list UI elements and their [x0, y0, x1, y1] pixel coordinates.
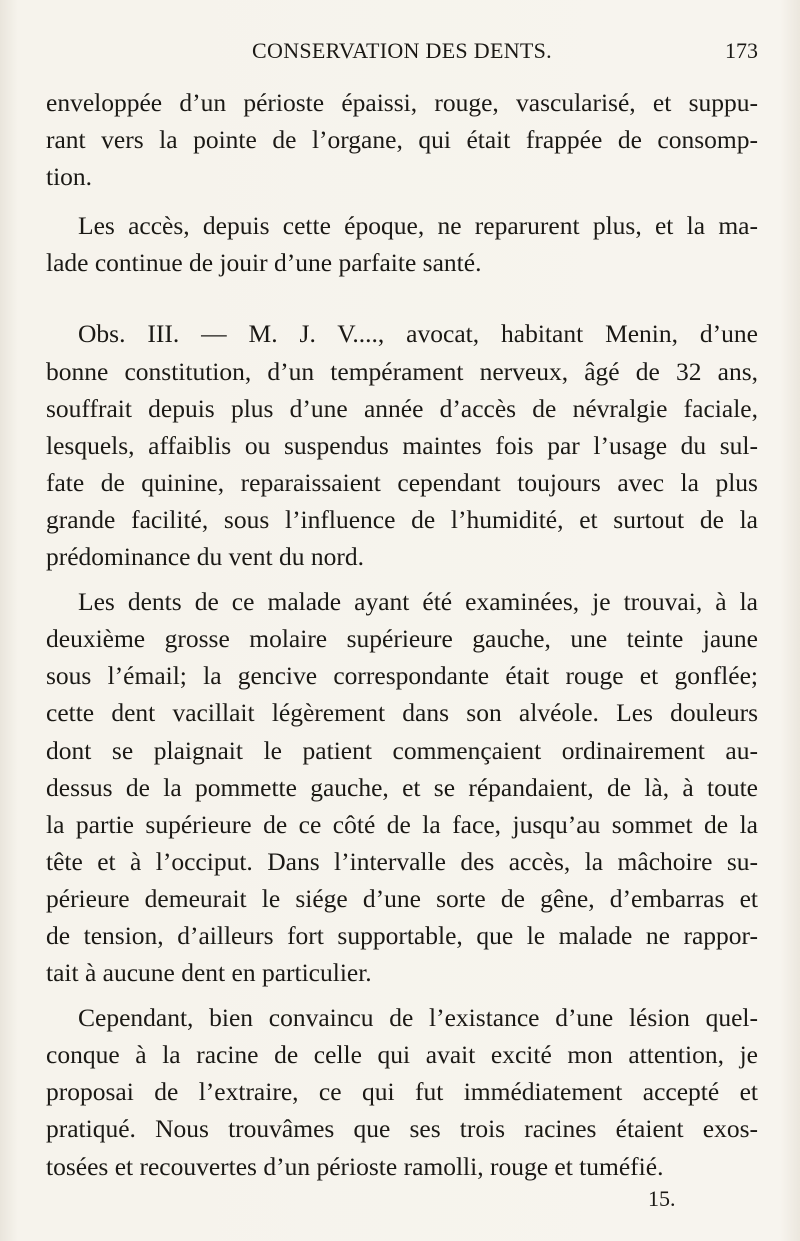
paragraph: [46, 999, 758, 1184]
page-header: [46, 38, 758, 78]
text-line: dessus de la pommette gauche, et se répandaient, de là, à toute: [46, 772, 758, 802]
text-line: grande facilité, sous l’influence de l’humidité, et surtout de la: [46, 504, 758, 534]
text-line: lade continue de jouir d’une parfaite santé.: [46, 248, 482, 278]
text-line: rant vers la pointe de l’organe, qui était frappée de consomp-: [46, 125, 758, 155]
text-line: Cependant, bien convaincu de l’existance d’une lésion quel-: [78, 1003, 758, 1033]
text-line: de tension, d’ailleurs fort supportable, que le malade ne rappor-: [46, 920, 758, 950]
text-line: bonne constitution, d’un tempérament nerveux, âgé de 32 ans,: [46, 356, 758, 386]
text-line: cette dent vacillait légèrement dans son alvéole. Les douleurs: [46, 698, 758, 728]
text-line: tête et à l’occiput. Dans l’intervalle des accès, la mâchoire su-: [46, 846, 758, 876]
text-line: prédominance du vent du nord.: [46, 542, 364, 572]
text-line: souffrait depuis plus d’une année d’accès de névralgie faciale,: [46, 393, 758, 423]
text-line: tosées et recouvertes d’un périoste ramolli, rouge et tuméfié.: [46, 1151, 664, 1181]
running-title: CONSERVATION DES DENTS.: [252, 38, 552, 63]
text-line: Les dents de ce malade ayant été examinées, je trouvai, à la: [78, 587, 758, 617]
paragraph: [46, 84, 758, 195]
text-line: tait à aucune dent en particulier.: [46, 958, 372, 988]
text-line: la partie supérieure de ce côté de la face, jusqu’au sommet de la: [46, 809, 758, 839]
body-text: [46, 84, 758, 1185]
text-line: conque à la racine de celle qui avait excité mon attention, je: [46, 1040, 758, 1070]
text-line: tion.: [46, 162, 93, 192]
paragraph-observation: [46, 315, 758, 575]
text-line: Les accès, depuis cette époque, ne reparurent plus, et la ma-: [78, 211, 758, 241]
paragraph: [46, 207, 758, 281]
text-line: lesquels, affaiblis ou suspendus maintes fois par l’usage du sul-: [46, 430, 758, 460]
text-line: pratiqué. Nous trouvâmes que ses trois racines étaient exos-: [46, 1114, 758, 1144]
text-line: dont se plaignait le patient commençaient ordinairement au-: [46, 735, 758, 765]
text-line: Obs. III. — M. J. V...., avocat, habitant Menin, d’une: [78, 319, 758, 349]
text-line: périeure demeurait le siége d’une sorte de gêne, d’embarras et: [46, 883, 758, 913]
paragraph: [46, 583, 758, 991]
text-line: sous l’émail; la gencive correspondante était rouge et gonflée;: [46, 661, 758, 691]
text-line: enveloppée d’un périoste épaissi, rouge, vascularisé, et suppu-: [46, 88, 758, 117]
text-line: deuxième grosse molaire supérieure gauche, une teinte jaune: [46, 624, 758, 654]
text-line: proposai de l’extraire, ce qui fut immédiatement accepté et: [46, 1077, 758, 1107]
page-number: 173: [725, 38, 758, 63]
text-line: fate de quinine, reparaissaient cependant toujours avec la plus: [46, 467, 758, 497]
signature-mark: 15.: [648, 1186, 676, 1211]
